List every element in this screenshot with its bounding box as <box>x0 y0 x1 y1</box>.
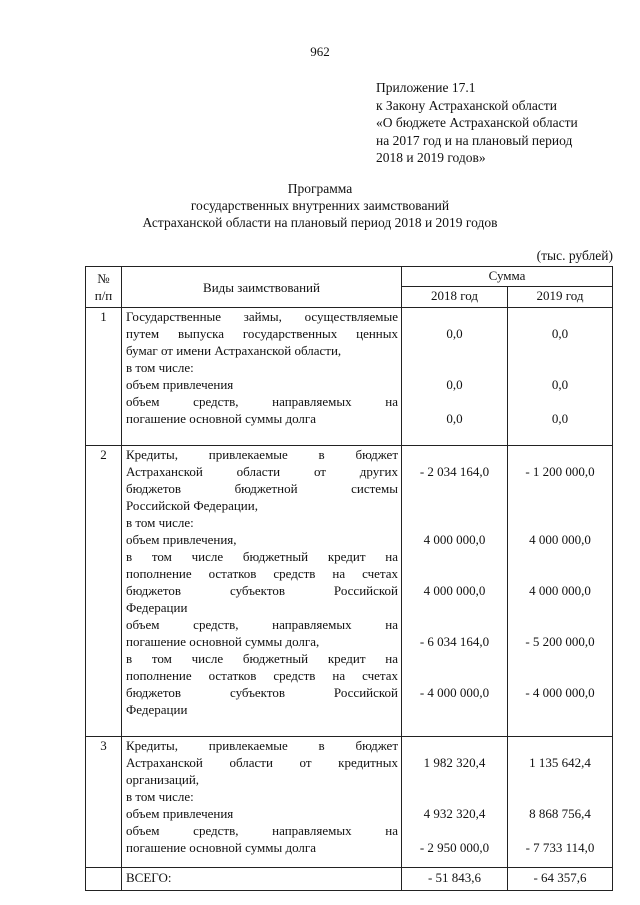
value-2019 <box>508 446 613 719</box>
total-2018-cell <box>402 868 508 891</box>
description-line: Государственные займы, осуществляемые <box>126 309 398 324</box>
amount-2018 <box>402 788 507 805</box>
description-line: организаций, <box>126 772 200 787</box>
amount-2019 <box>508 548 612 565</box>
row-spacer <box>86 718 613 737</box>
amount-2019: - 5 200 000,0 <box>525 634 595 649</box>
appendix-line: «О бюджете Астраханской области <box>376 115 578 130</box>
header-kind: Виды заимствований <box>122 267 402 308</box>
amount-2018 <box>402 701 507 718</box>
spacer-cell <box>508 427 613 446</box>
amount-2018: - 6 034 164,0 <box>419 634 490 649</box>
amount-2018 <box>402 650 507 667</box>
description-line: объем привлечения <box>126 806 234 821</box>
description-line: пополнение остатков средств на счетах <box>126 668 398 683</box>
header-year-2019: 2019 год <box>508 287 613 308</box>
amount-2018: 4 000 000,0 <box>423 532 486 547</box>
amount-2019: - 7 733 114,0 <box>525 840 595 855</box>
value-2019 <box>508 737 613 857</box>
amount-2019 <box>508 446 612 463</box>
description-line: Астраханской области от других <box>126 464 398 479</box>
description-line: в том числе: <box>126 789 194 804</box>
amount-2019 <box>508 616 612 633</box>
table-row <box>86 446 613 719</box>
spacer-cell <box>402 427 508 446</box>
amount-2018: - 4 000 000,0 <box>419 685 490 700</box>
amount-2019 <box>508 822 612 839</box>
description-line: Федерации <box>126 600 188 615</box>
amount-2018: 0,0 <box>446 377 463 392</box>
value-2018 <box>402 308 508 428</box>
amount-2018: 0,0 <box>446 411 463 426</box>
amount-2019 <box>508 599 612 616</box>
row-description <box>122 446 402 719</box>
document-title <box>60 180 580 231</box>
description-line: Астраханской области от кредитных <box>126 755 398 770</box>
amount-2018 <box>402 342 507 359</box>
amount-2018 <box>402 480 507 497</box>
spacer-cell <box>86 427 122 446</box>
appendix-line: на 2017 год и на плановый период <box>376 132 573 148</box>
row-description <box>122 737 402 857</box>
total-row <box>86 868 613 891</box>
amount-2019 <box>508 650 612 667</box>
row-description <box>122 308 402 428</box>
row-spacer <box>86 427 613 446</box>
amount-2019: 0,0 <box>551 377 569 392</box>
amount-2018: - 2 034 164,0 <box>419 464 490 479</box>
total-label: ВСЕГО: <box>126 870 172 885</box>
description-line: погашение основной суммы долга <box>126 411 317 426</box>
amount-2018 <box>402 446 507 463</box>
amount-2019: - 1 200 000,0 <box>525 464 595 479</box>
spacer-cell <box>122 427 402 446</box>
page-number: 962 <box>310 44 330 59</box>
value-2018 <box>402 737 508 857</box>
amount-2018 <box>402 616 507 633</box>
description-line: погашение основной суммы долга, <box>126 634 320 649</box>
amount-2018: 4 000 000,0 <box>423 583 486 598</box>
amount-2018 <box>402 497 507 514</box>
title-line: Астраханской области на плановый период 2018 и 2019 годов <box>142 215 498 230</box>
total-2019: - 64 357,6 <box>533 870 587 885</box>
row-number: 1 <box>86 308 122 428</box>
spacer-cell <box>86 718 122 737</box>
amount-2018 <box>402 737 507 754</box>
amount-2019 <box>508 497 612 514</box>
description-line: в том числе бюджетный кредит на <box>126 549 398 564</box>
description-line: объем привлечения <box>126 377 234 392</box>
description-line: объем средств, направляемых на <box>126 617 398 632</box>
description-line: пополнение остатков средств на счетах <box>126 566 398 581</box>
amount-2018 <box>402 599 507 616</box>
amount-2019 <box>508 701 612 718</box>
amount-2018: 0,0 <box>446 326 463 341</box>
description-line: бюджетов бюджетной системы <box>126 481 398 496</box>
description-line: путем выпуска государственных ценных <box>126 326 398 341</box>
amount-2018 <box>402 393 507 410</box>
description-line: Федерации <box>126 702 188 717</box>
description-line: в том числе: <box>126 515 194 530</box>
amount-2018: 4 932 320,4 <box>423 806 486 821</box>
amount-2018 <box>402 514 507 531</box>
title-line: государственных внутренних заимствований <box>190 198 450 213</box>
amount-2019 <box>508 342 612 359</box>
total-label-cell <box>122 868 402 891</box>
amount-2019 <box>508 480 612 497</box>
header-num: № п/п <box>86 267 122 308</box>
total-num-cell <box>86 868 122 891</box>
total-2019-cell <box>508 868 613 891</box>
appendix-line: к Закону Астраханской области <box>376 97 558 113</box>
amount-2019: 0,0 <box>551 411 569 426</box>
table-row <box>86 737 613 857</box>
appendix-line: Приложение 17.1 <box>376 80 476 95</box>
spacer-cell <box>122 718 402 737</box>
description-line: бюджетов субъектов Российской <box>126 685 398 700</box>
amount-2019 <box>508 514 612 531</box>
header-row <box>86 267 613 287</box>
amount-2018 <box>402 359 507 376</box>
description-line: объем привлечения, <box>126 532 237 547</box>
amount-2019 <box>508 771 612 788</box>
row-number: 3 <box>86 737 122 857</box>
amount-2019: 8 868 756,4 <box>529 806 591 821</box>
description-line: объем средств, направляемых на <box>126 394 398 409</box>
amount-2018 <box>402 771 507 788</box>
description-line: в том числе бюджетный кредит на <box>126 651 398 666</box>
spacer-cell <box>122 856 402 868</box>
description-line: Кредиты, привлекаемые в бюджет <box>126 738 398 753</box>
row-spacer <box>86 856 613 868</box>
amount-2018: - 2 950 000,0 <box>419 840 490 855</box>
amount-2018 <box>402 822 507 839</box>
units-note: (тыс. рублей) <box>536 248 613 263</box>
description-line: Кредиты, привлекаемые в бюджет <box>126 447 398 462</box>
amount-2019: - 4 000 000,0 <box>525 685 595 700</box>
spacer-cell <box>508 718 613 737</box>
amount-2019 <box>508 308 612 325</box>
description-line: в том числе: <box>126 360 194 375</box>
amount-2018 <box>402 565 507 582</box>
spacer-cell <box>402 718 508 737</box>
total-2018: - 51 843,6 <box>427 870 482 885</box>
appendix-note <box>376 79 616 167</box>
amount-2019: 0,0 <box>551 326 569 341</box>
amount-2019 <box>508 788 612 805</box>
amount-2019 <box>508 737 612 754</box>
amount-2019 <box>508 667 612 684</box>
description-line: бюджетов субъектов Российской <box>126 583 398 598</box>
value-2018 <box>402 446 508 719</box>
amount-2018 <box>402 667 507 684</box>
appendix-line: 2018 и 2019 годов» <box>376 150 486 165</box>
spacer-cell <box>402 856 508 868</box>
amount-2019 <box>508 393 612 410</box>
description-line: Российской Федерации, <box>126 498 258 513</box>
row-number: 2 <box>86 446 122 719</box>
amount-2019: 4 000 000,0 <box>529 532 591 547</box>
amount-2018 <box>402 308 507 325</box>
spacer-cell <box>86 856 122 868</box>
description-line: объем средств, направляемых на <box>126 823 398 838</box>
amount-2019: 4 000 000,0 <box>529 583 591 598</box>
amount-2019: 1 135 642,4 <box>529 755 591 770</box>
amount-2018 <box>402 548 507 565</box>
borrowings-table <box>85 266 613 891</box>
header-sum: Сумма <box>402 267 613 287</box>
spacer-cell <box>508 856 613 868</box>
description-line: погашение основной суммы долга <box>126 840 317 855</box>
value-2019 <box>508 308 613 428</box>
amount-2019 <box>508 565 612 582</box>
header-year-2018: 2018 год <box>402 287 508 308</box>
description-line: бумаг от имени Астраханской области, <box>126 343 342 358</box>
table-row <box>86 308 613 428</box>
amount-2018: 1 982 320,4 <box>423 755 486 770</box>
title-line: Программа <box>287 181 353 196</box>
amount-2019 <box>508 359 612 376</box>
